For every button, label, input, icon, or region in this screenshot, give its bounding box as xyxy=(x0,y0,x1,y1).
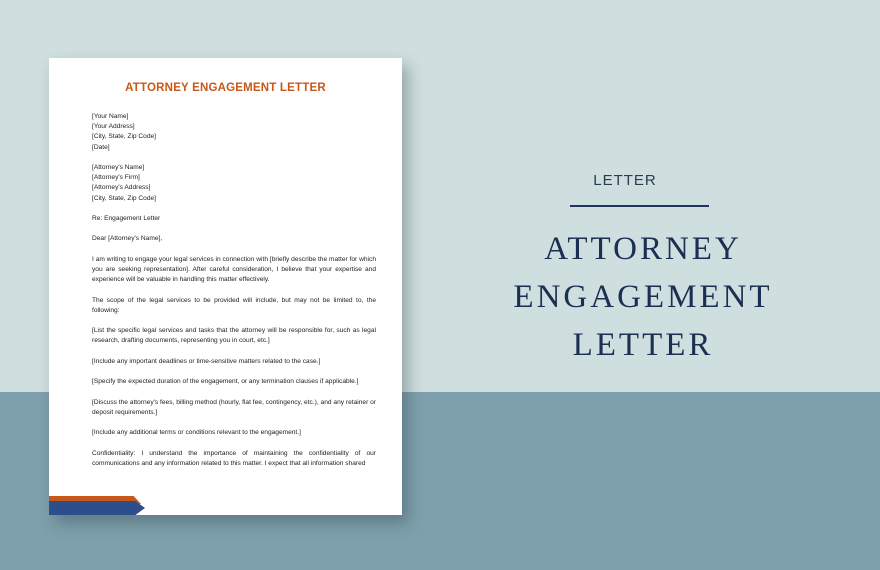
salutation: Dear [Attorney's Name], xyxy=(92,235,163,243)
recipient-line: [Attorney's Firm] xyxy=(92,174,140,182)
body-paragraph: [Include any important deadlines or time-sensitive matters related to the case.] xyxy=(92,357,321,365)
document-body xyxy=(92,112,376,479)
side-title-line-2: LETTER xyxy=(572,327,714,363)
recipient-line: [Attorney's Address] xyxy=(92,184,151,192)
sender-line: [Your Name] xyxy=(92,113,129,120)
document-page xyxy=(49,58,402,515)
body-paragraph: [Discuss the attorney's fees, billing method (hourly, flat fee, contingency, etc.), and any retainer or deposit requirements.] xyxy=(92,398,376,416)
body-paragraph: I am writing to engage your legal services in connection with [briefly describe the matter for which you are seeking representation]. After careful consideration, I believe that your expertise and experience will be valuable in handling this matter effectively. xyxy=(92,255,376,284)
body-paragraph: Confidentiality: I understand the importance of maintaining the confidentiality of our communications and any information related to this matter. I expect that all information shared xyxy=(92,449,376,467)
body-paragraph: [List the specific legal services and tasks that the attorney will be responsible for, such as legal research, drafting documents, representing you in court, etc.] xyxy=(92,327,376,345)
accent-stripe-blue xyxy=(49,501,145,515)
sender-line: [Date] xyxy=(92,143,110,151)
side-title-line-1: ATTORNEY ENGAGEMENT xyxy=(513,231,773,315)
recipient-line: [City, State, Zip Code] xyxy=(92,194,157,202)
document-title: ATTORNEY ENGAGEMENT LETTER xyxy=(125,82,326,94)
sender-line: [Your Address] xyxy=(92,123,135,131)
side-label: LETTER xyxy=(593,172,657,189)
side-title xyxy=(418,225,868,369)
sender-line: [City, State, Zip Code] xyxy=(92,133,157,141)
subject-line: Re: Engagement Letter xyxy=(92,215,161,222)
body-paragraph: [Specify the expected duration of the engagement, or any termination clauses if applicable.] xyxy=(92,378,359,386)
recipient-line: [Attorney's Name] xyxy=(92,164,145,171)
body-paragraph: The scope of the legal services to be provided will include, but may not be limited to, the following: xyxy=(92,296,376,314)
side-divider xyxy=(570,205,709,207)
body-paragraph: [Include any additional terms or conditions relevant to the engagement.] xyxy=(92,429,301,437)
